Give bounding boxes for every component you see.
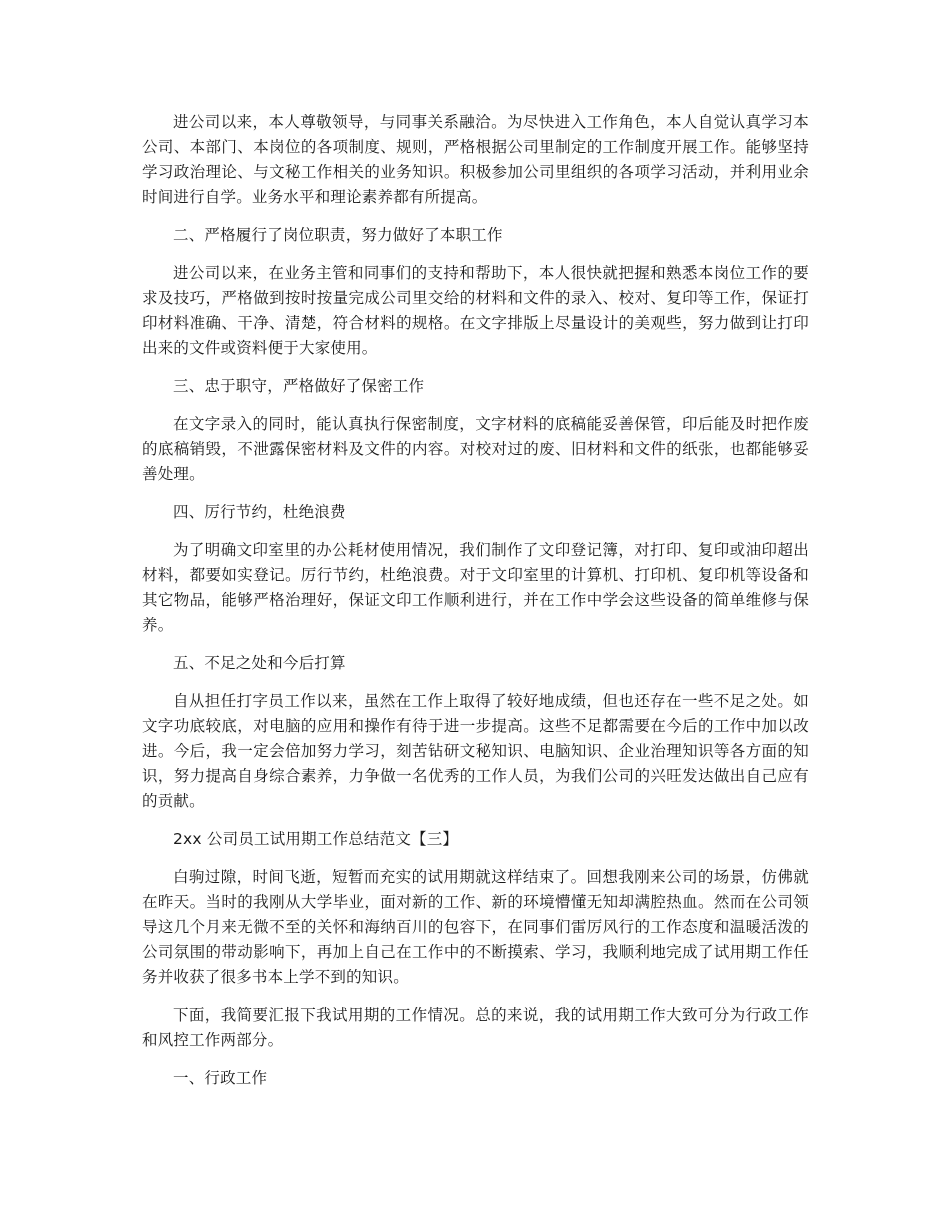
section-heading: 二、严格履行了岗位职责，努力做好了本职工作 [173, 226, 503, 244]
section-heading: 四、厉行节约，杜绝浪费 [173, 503, 346, 521]
section-heading: 三、忠于职守，严格做好了保密工作 [173, 377, 425, 395]
paragraph: 为了明确文印室里的办公耗材使用情况，我们制作了文印登记簿，对打印、复印或油印超出材料，都要如实登记。厉行节约，杜绝浪费。对于文印室里的计算机、打印机、复印机等设备和其它物品，能够严格治理好，保证文印工作顺利进行，并在工作中学会这些设备的简单维修与保养。 [142, 541, 809, 634]
paragraph: 白驹过隙，时间飞逝，短暂而充实的试用期就这样结束了。回想我刚来公司的场景，仿佛就在昨天。当时的我刚从大学毕业，面对新的工作、新的环境懵懂无知却满腔热血。然而在公司领导这几个月来无微不至的关怀和海纳百川的包容下，在同事们雷厉风行的工作态度和温暖活泼的公司氛围的带动影响下，再加上自己在工作中的不断摸索、学习，我顺利地完成了试用期工作任务并收获了很多书本上学不到的知识。 [142, 868, 809, 986]
paragraph: 在文字录入的同时，能认真执行保密制度，文字材料的底稿能妥善保管，印后能及时把作废的底稿销毁，不泄露保密材料及文件的内容。对校对过的废、旧材料和文件的纸张，也都能够妥善处理。 [142, 415, 809, 483]
document-page [142, 110, 809, 1104]
paragraph: 进公司以来，本人尊敬领导，与同事关系融洽。为尽快进入工作角色，本人自觉认真学习本公司、本部门、本岗位的各项制度、规则，严格根据公司里制定的工作制度开展工作。能够坚持学习政治理论、与文秘工作相关的业务知识。积极参加公司里组织的各项学习活动，并利用业余时间进行自学。业务水平和理论素养都有所提高。 [142, 113, 809, 206]
section-heading: 一、行政工作 [173, 1069, 268, 1087]
paragraph: 下面，我简要汇报下我试用期的工作情况。总的来说，我的试用期工作大致可分为行政工作和风控工作两部分。 [142, 1006, 809, 1049]
paragraph: 自从担任打字员工作以来，虽然在工作上取得了较好地成绩，但也还存在一些不足之处。如文字功底较底，对电脑的应用和操作有待于进一步提高。这些不足都需要在今后的工作中加以改进。今后，我一定会倍加努力学习，刻苦钻研文秘知识、电脑知识、企业治理知识等各方面的知识，努力提高自身综合素养，力争做一名优秀的工作人员，为我们公司的兴旺发达做出自己应有的贡献。 [142, 692, 809, 810]
paragraph: 进公司以来，在业务主管和同事们的支持和帮助下，本人很快就把握和熟悉本岗位工作的要求及技巧，严格做到按时按量完成公司里交给的材料和文件的录入、校对、复印等工作，保证打印材料准确、干净、清楚，符合材料的规格。在文字排版上尽量设计的美观些，努力做到让打印出来的文件或资料便于大家使用。 [142, 264, 809, 357]
document-subtitle: 2xx 公司员工试用期工作总结范文【三】 [173, 830, 459, 848]
section-heading: 五、不足之处和今后打算 [173, 654, 346, 672]
